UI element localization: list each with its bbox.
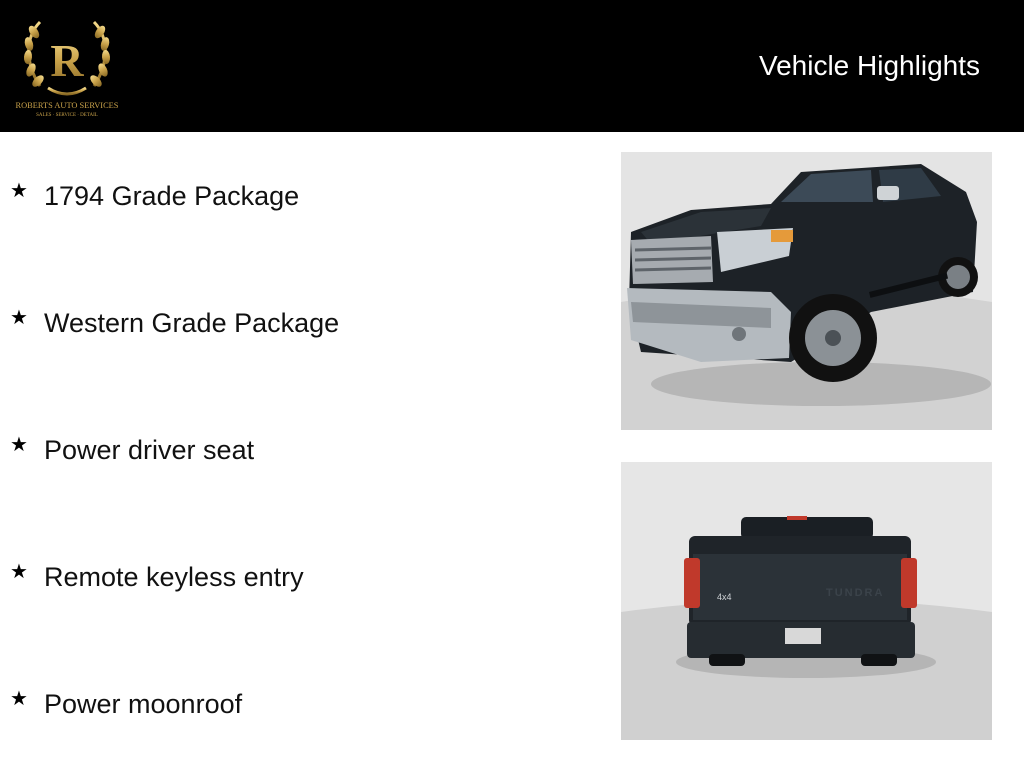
feature-label: Western Grade Package	[44, 308, 340, 338]
star-icon: ★	[10, 307, 28, 329]
feature-label: Power driver seat	[44, 435, 255, 465]
laurel-logo-icon	[10, 10, 124, 122]
page-title: Vehicle Highlights	[758, 50, 980, 81]
star-icon: ★	[10, 180, 28, 202]
header-bar	[0, 0, 1024, 132]
feature-item	[10, 430, 254, 470]
feature-item	[10, 557, 304, 597]
badge-4x4: 4x4	[717, 592, 732, 602]
feature-item	[10, 684, 242, 724]
vehicle-photo-front[interactable]	[621, 152, 992, 430]
truck-rear-illustration	[621, 462, 992, 740]
feature-label: 1794 Grade Package	[44, 181, 300, 211]
star-icon: ★	[10, 561, 28, 583]
logo-name: ROBERTS AUTO SERVICES	[15, 101, 119, 110]
feature-item	[10, 303, 339, 343]
feature-list	[0, 132, 600, 768]
feature-label: Remote keyless entry	[44, 562, 304, 592]
logo-letter: R	[50, 35, 84, 86]
feature-item	[10, 176, 299, 216]
tailgate-badge: TUNDRA	[826, 587, 885, 599]
feature-label: Power moonroof	[44, 689, 243, 719]
star-icon: ★	[10, 434, 28, 456]
logo-tagline: SALES · SERVICE · DETAIL	[36, 113, 98, 118]
vehicle-photo-rear[interactable]	[621, 462, 992, 740]
truck-front-illustration	[621, 152, 992, 430]
star-icon: ★	[10, 688, 28, 710]
dealer-logo[interactable]	[10, 10, 124, 122]
